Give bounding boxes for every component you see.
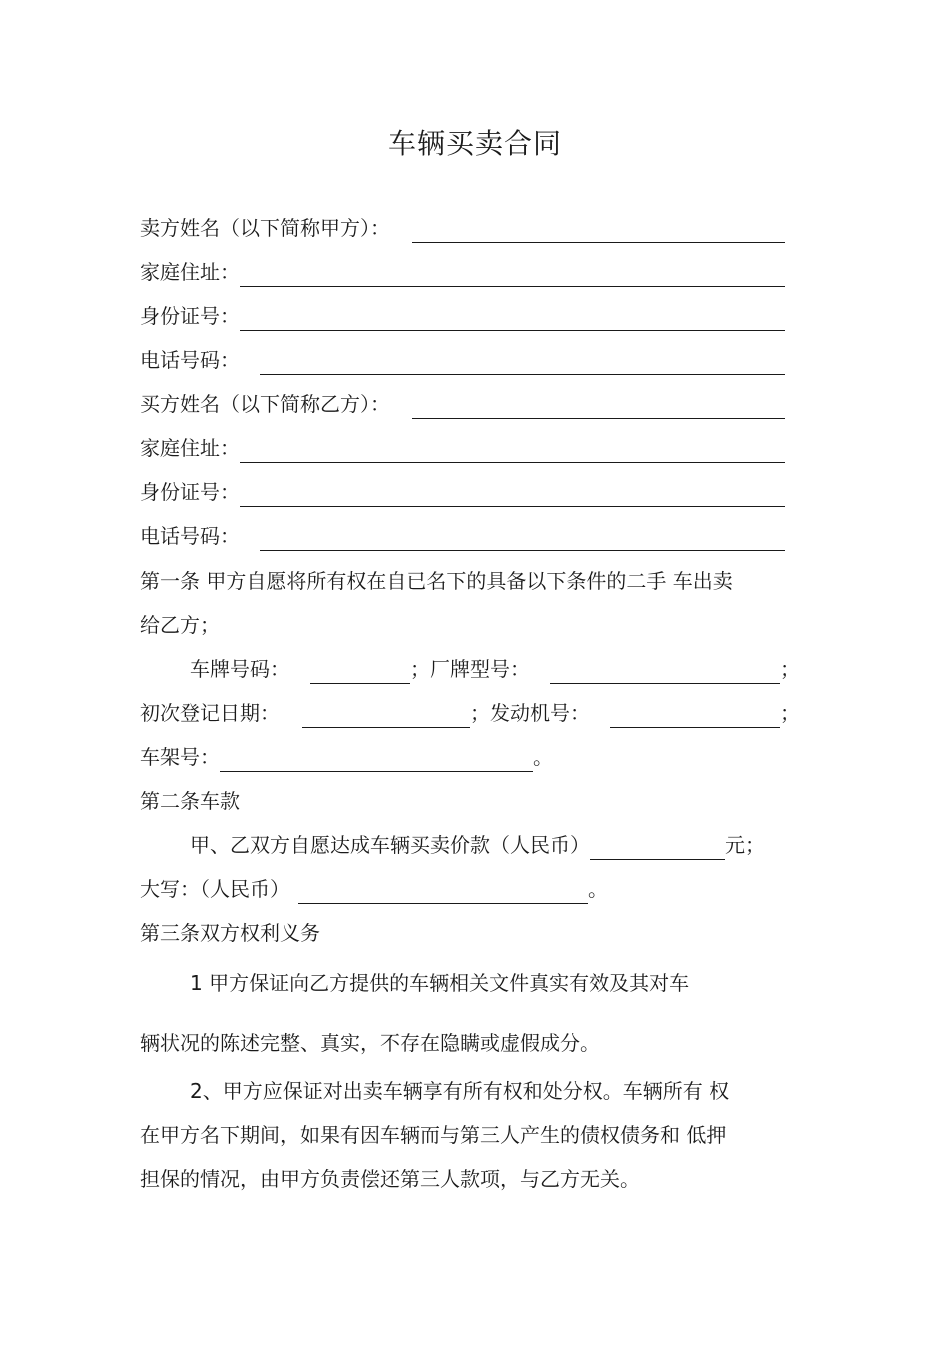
article3-item1-line1: 1 甲方保证向乙方提供的车辆相关文件真实有效及其对车 [190,971,690,995]
frame-number-row [140,742,800,772]
article1-text-line1: 第一条 甲方自愿将所有权在自已名下的具备以下条件的二手 车出卖 [140,569,733,593]
capital-amount-label: 大写：（人民币） [140,877,290,901]
document-title: 车辆买卖合同 [387,127,562,160]
buyer-phone-label: 电话号码： [140,524,240,548]
buyer-phone-field[interactable] [260,528,785,551]
buyer-id-row [140,477,800,507]
article3-item1-line2: 辆状况的陈述完整、真实，不存在隐瞒或虚假成分。 [140,1031,600,1055]
article3-item2-line1: 2、甲方应保证对出卖车辆享有所有权和处分权。车辆所有 权 [190,1079,730,1103]
buyer-name-row [140,389,800,419]
registration-engine-row [140,698,800,728]
buyer-id-field[interactable] [240,484,785,507]
seller-phone-row [140,345,800,375]
plate-number-label: 车牌号码： [190,657,290,681]
seller-address-row [140,257,800,287]
article2-heading: 第二条车款 [140,789,240,813]
article1-text-line2: 给乙方； [140,613,220,637]
frame-number-field[interactable] [220,749,533,772]
price-row [140,830,800,860]
capital-amount-row [140,874,800,904]
seller-name-field[interactable] [412,220,785,243]
frame-number-label: 车架号： [140,745,220,769]
engine-number-label: ；发动机号： [470,701,590,725]
article3-heading: 第三条双方权利义务 [140,921,320,945]
seller-phone-label: 电话号码： [140,348,240,372]
buyer-name-field[interactable] [412,396,785,419]
seller-id-field[interactable] [240,308,785,331]
buyer-id-label: 身份证号： [140,480,240,504]
seller-address-label: 家庭住址： [140,260,240,284]
first-registration-field[interactable] [302,705,470,728]
capital-amount-field[interactable] [298,881,588,904]
plate-number-field[interactable] [310,661,410,684]
article3-item2-line3: 担保的情况，由甲方负责偿还第三人款项，与乙方无关。 [140,1167,640,1191]
first-registration-label: 初次登记日期： [140,701,280,725]
buyer-address-row [140,433,800,463]
price-unit: 元； [725,833,765,857]
buyer-phone-row [140,521,800,551]
plate-model-row [140,654,800,684]
buyer-name-label: 买方姓名（以下简称乙方）： [140,392,390,416]
seller-name-label: 卖方姓名（以下简称甲方）： [140,216,390,240]
price-field[interactable] [590,837,725,860]
seller-address-field[interactable] [240,264,785,287]
article3-item2-line2: 在甲方名下期间，如果有因车辆而与第三人产生的债权债务和 低押 [140,1123,727,1147]
seller-id-label: 身份证号： [140,304,240,328]
seller-phone-field[interactable] [260,352,785,375]
price-text: 甲、乙双方自愿达成车辆买卖价款（人民币） [190,833,590,857]
frame-number-period: 。 [533,745,553,769]
capital-amount-period: 。 [588,877,608,901]
seller-name-row [140,213,800,243]
model-field[interactable] [550,661,780,684]
engine-number-field[interactable] [610,705,780,728]
registration-engine-semicolon: ； [780,701,800,725]
seller-id-row [140,301,800,331]
plate-model-semicolon: ； [780,657,800,681]
model-label: ；厂牌型号： [410,657,530,681]
buyer-address-label: 家庭住址： [140,436,240,460]
buyer-address-field[interactable] [240,440,785,463]
